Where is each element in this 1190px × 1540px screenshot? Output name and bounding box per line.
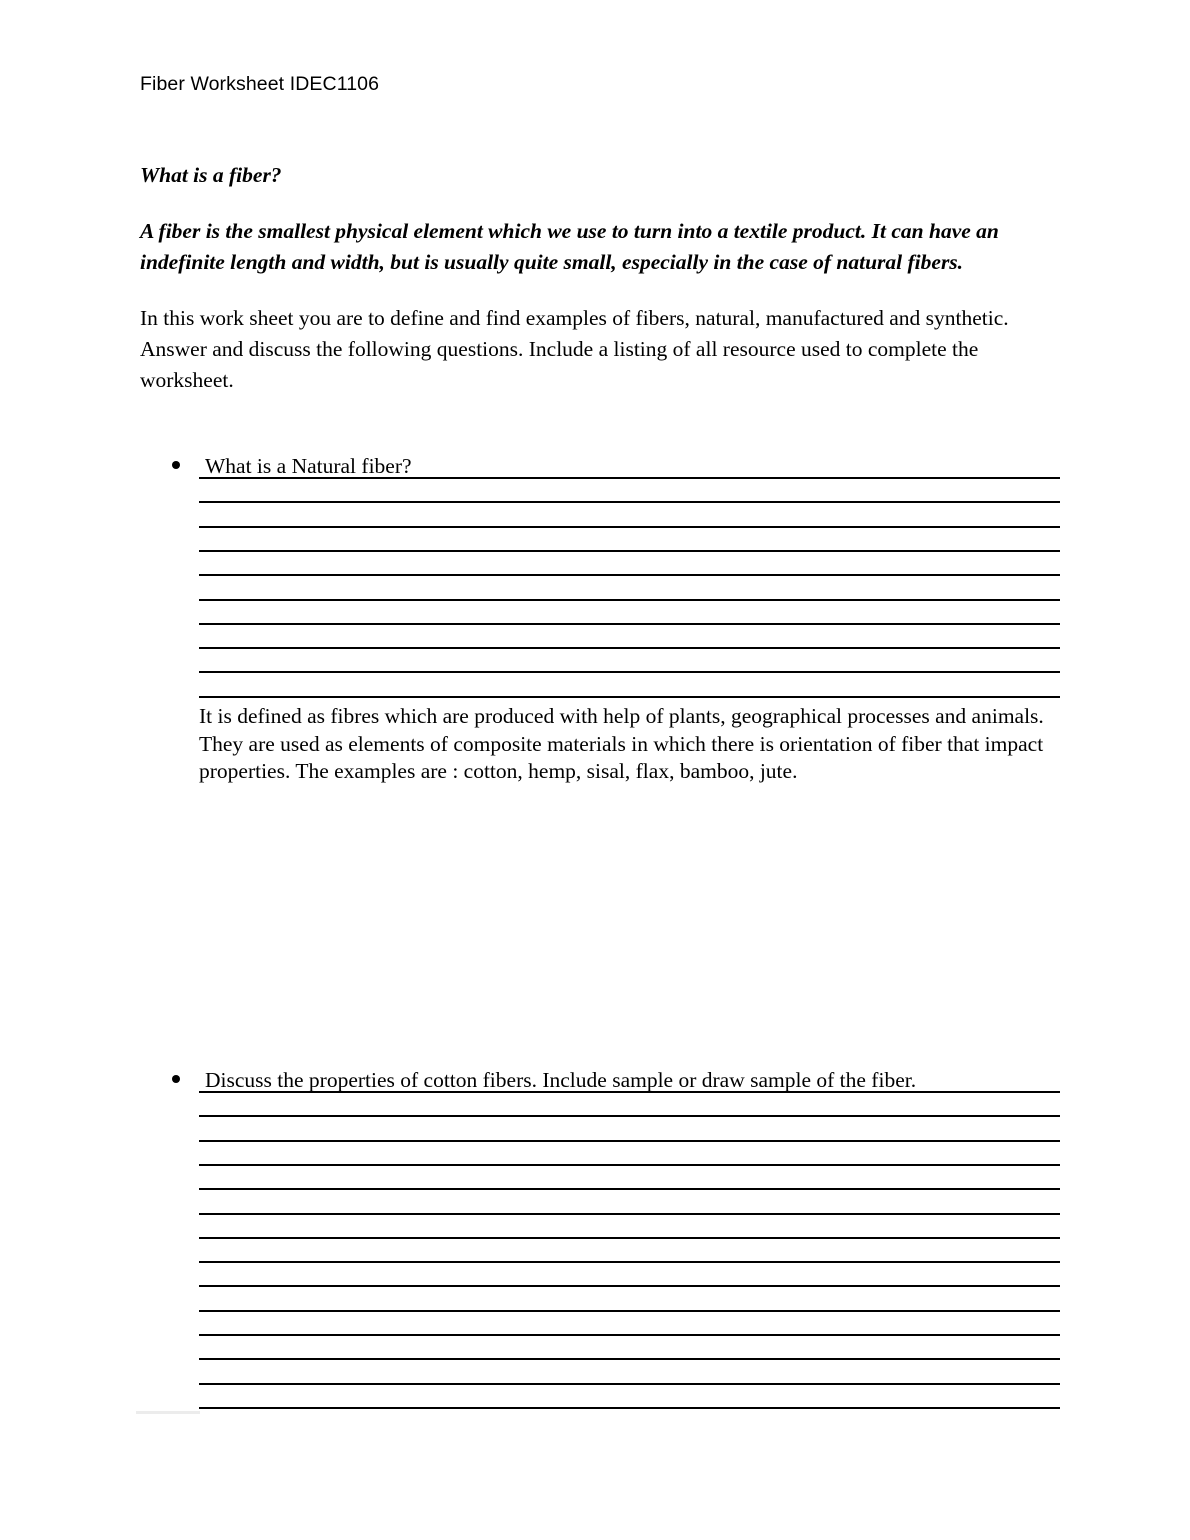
answer-rule-line: [199, 477, 1060, 479]
answer-rule-line: [199, 574, 1060, 576]
page-title: What is a fiber?: [140, 163, 282, 187]
bullet-icon: [172, 1075, 180, 1083]
answer-rule-line: [199, 599, 1060, 601]
fiber-definition-paragraph: A fiber is the smallest physical element which we use to turn into a textile product. It can have an indefinite length and width, but is usually quite small, especially in the case of natural fibers.: [140, 219, 999, 274]
instructions-paragraph: In this work sheet you are to define and find examples of fibers, natural, manufactured and synthetic. Answer and discuss the following questions. Include a listing of all resource used to complete the worksheet.: [140, 306, 1009, 392]
answer-rule-line: [199, 1383, 1060, 1385]
answer-rule-line: [199, 1091, 1060, 1093]
answer-rule-line: [199, 1334, 1060, 1336]
answer-rule-line: [199, 1188, 1060, 1190]
answer-rule-line: [199, 1237, 1060, 1239]
answer-rule-line: [199, 647, 1060, 649]
answer-rule-line: [199, 1140, 1060, 1142]
answer-rule-line: [199, 1115, 1060, 1117]
answer-text-1: It is defined as fibres which are produced with help of plants, geographical processes and animals. They are used as elements of composite materials in which there is orientation of fiber that impact properties. The examples are : cotton, hemp, sisal, flax, bamboo, jute.: [199, 704, 1044, 783]
document-body: [140, 160, 1060, 396]
answer-rule-line: [199, 696, 1060, 698]
answer-rule-line: [199, 1310, 1060, 1312]
answer-rule-line: [199, 526, 1060, 528]
answer-rule-line: [199, 501, 1060, 503]
answer-rule-line: [199, 671, 1060, 673]
answer-rule-line: [199, 1164, 1060, 1166]
answer-rule-line: [199, 623, 1060, 625]
answer-rule-line: [199, 1261, 1060, 1263]
bullet-icon: [172, 461, 180, 469]
question-text-1: What is a Natural fiber?: [205, 454, 412, 478]
answer-rule-line: [199, 1213, 1060, 1215]
answer-rule-line: [199, 1285, 1060, 1287]
answer-rule-line: [199, 550, 1060, 552]
answer-rule-line: [199, 1407, 1060, 1409]
answer-rule-line: [199, 1358, 1060, 1360]
question-text-2: Discuss the properties of cotton fibers. Include sample or draw sample of the fiber.: [205, 1068, 917, 1092]
page-break-marker: [136, 1411, 200, 1414]
running-header: Fiber Worksheet IDEC1106: [140, 73, 380, 95]
